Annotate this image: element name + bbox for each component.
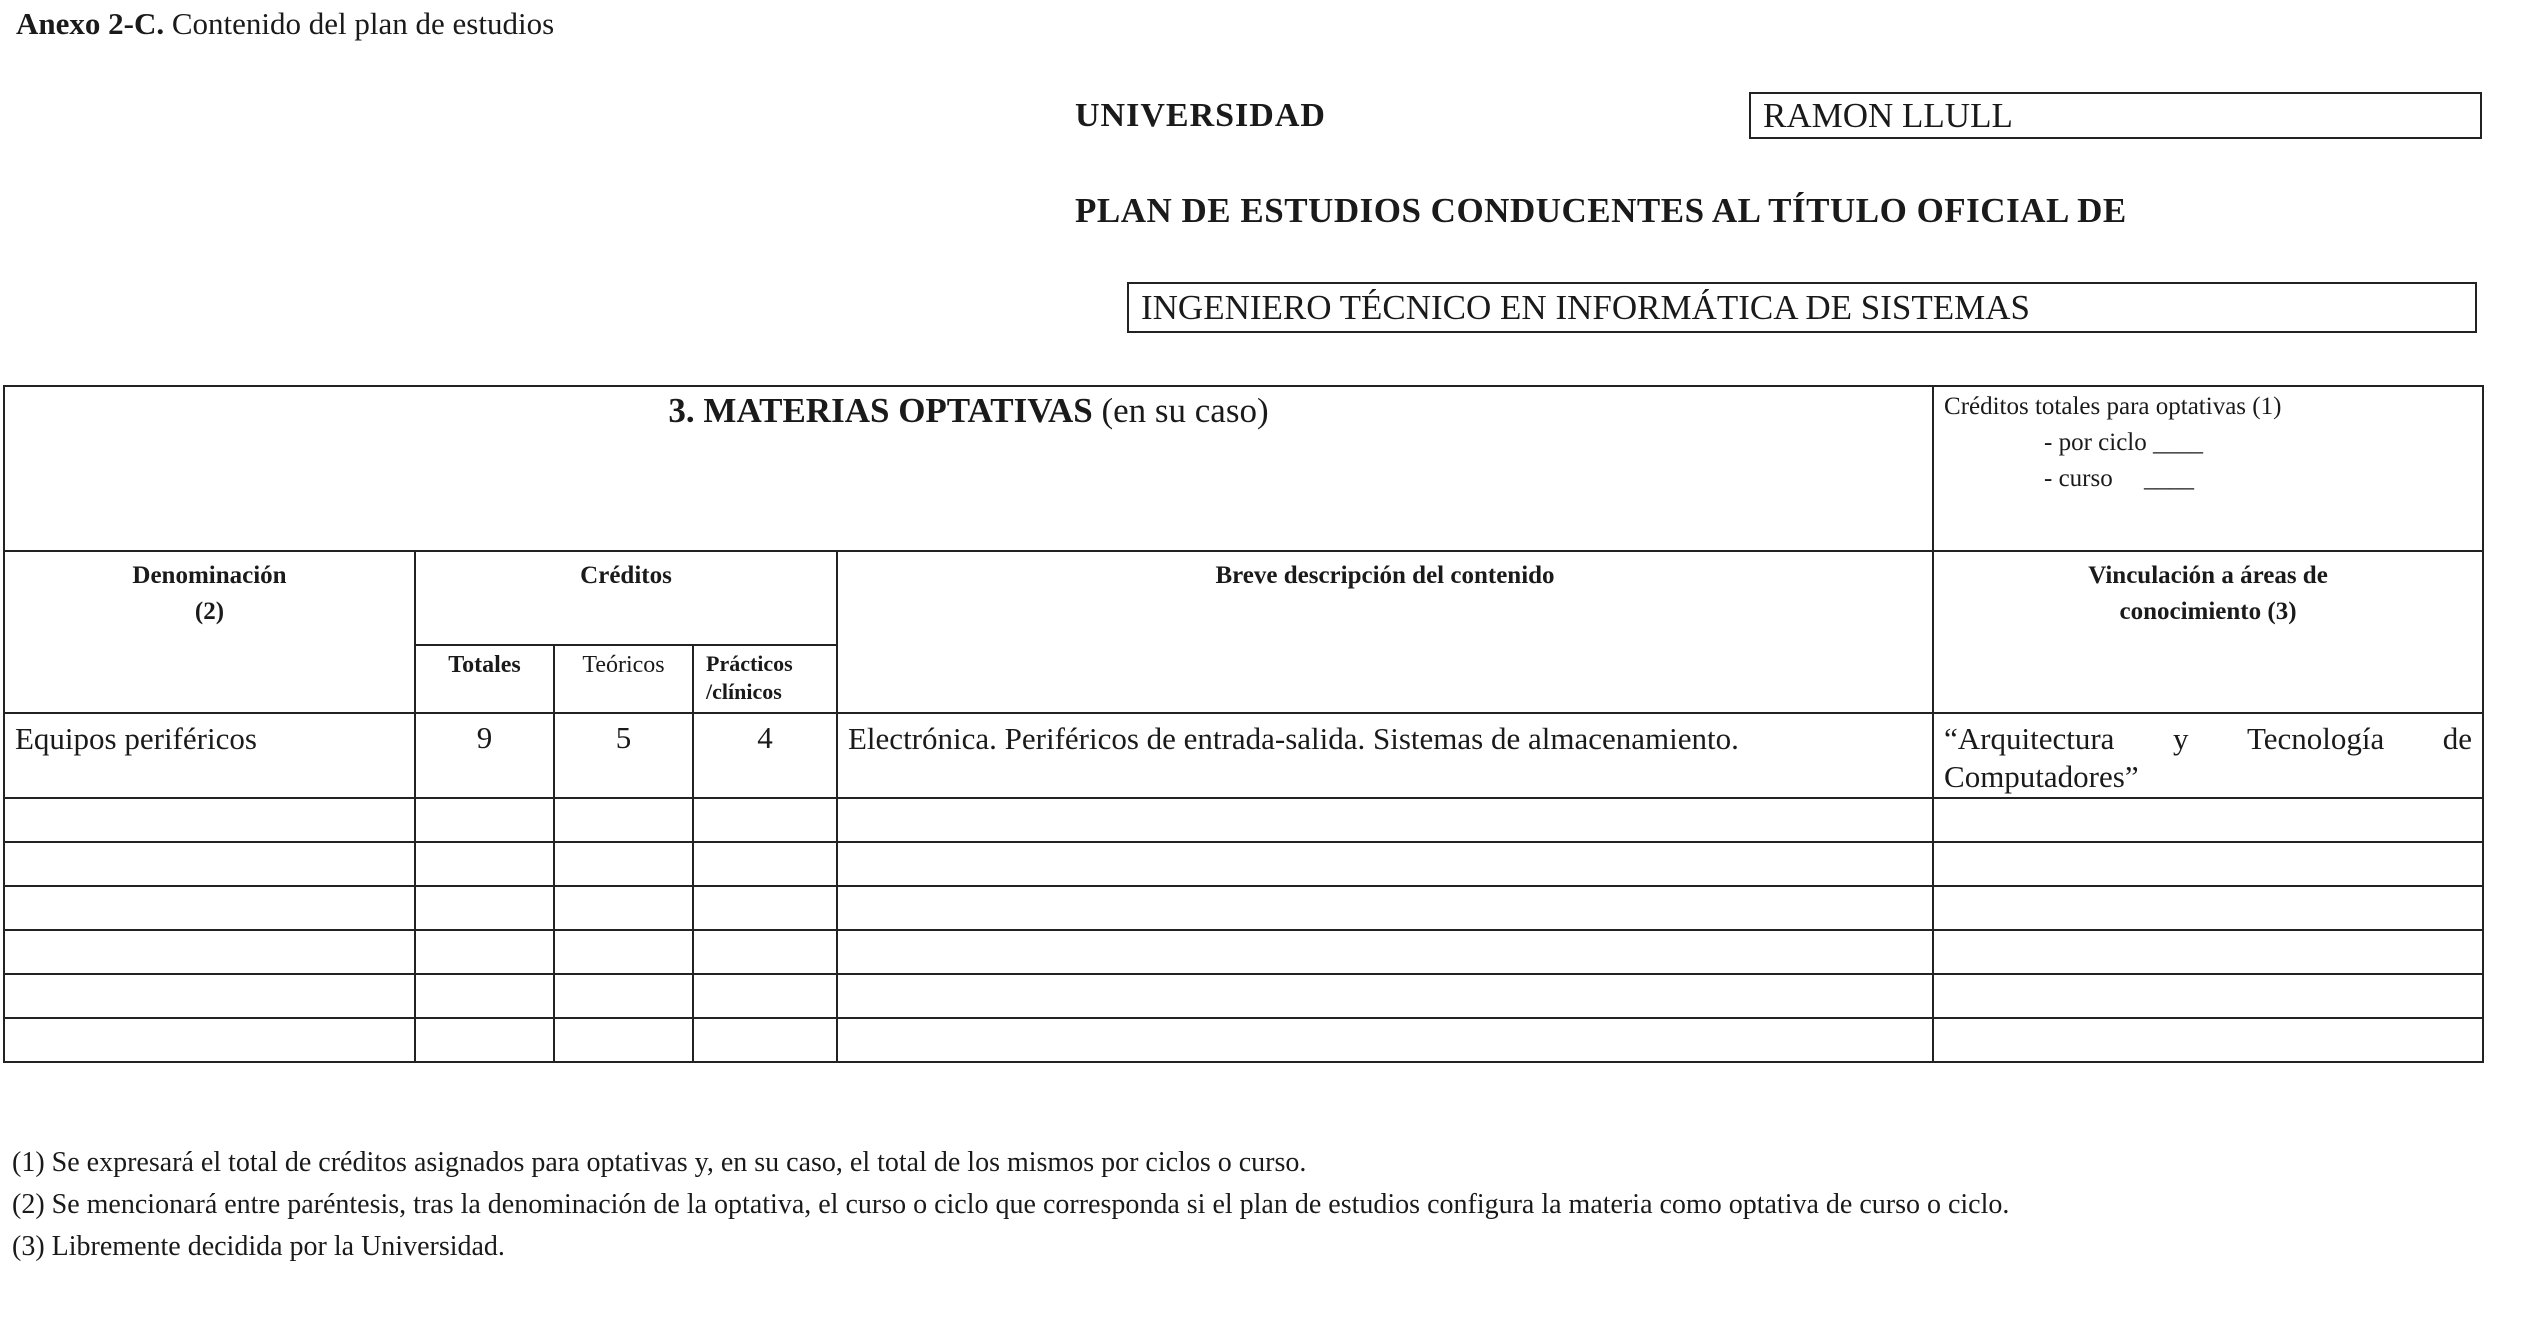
row-area-word: de [2442, 721, 2472, 757]
col-denominacion-label: Denominación [132, 562, 287, 590]
empty-row [4, 1018, 2483, 1062]
col-creditos: Créditos [415, 551, 837, 645]
university-field: RAMON LLULL [1749, 92, 2482, 139]
per-cycle-line: - por ciclo ____ [2044, 429, 2203, 456]
col-vinculacion-line2: conocimiento (3) [2119, 598, 2297, 626]
row-descripcion: Electrónica. Periféricos de entrada-salida. Sistemas de almacenamiento. [837, 713, 1933, 797]
col-vinculacion-line1: Vinculación a áreas de [2088, 562, 2328, 590]
col-denominacion [4, 551, 415, 713]
university-label: UNIVERSIDAD [1075, 97, 1326, 134]
row-denominacion: Equipos periféricos [4, 713, 415, 797]
total-credits-label: Créditos totales para optativas (1) [1944, 393, 2282, 420]
col-vinculacion [1933, 551, 2483, 713]
row-area-word: “Arquitectura [1944, 721, 2115, 757]
empty-row [4, 930, 2483, 974]
footnote-2: (2) Se mencionará entre paréntesis, tras la denominación de la optativa, el curso o ciclo que corresponda si el plan de estudios configura la materia como optativa de curso o ciclo. [12, 1189, 2010, 1220]
annex-description: Contenido del plan de estudios [164, 6, 555, 41]
footnote-3: (3) Libremente decidida por la Universidad. [12, 1231, 505, 1262]
col-totales: Totales [415, 645, 554, 713]
footnotes [12, 1142, 2482, 1268]
plan-label: PLAN DE ESTUDIOS CONDUCENTES AL TÍTULO OFICIAL DE [1075, 191, 2127, 230]
annex-heading [16, 6, 554, 42]
row-area-line2: Computadores” [1944, 759, 2139, 795]
annex-label: Anexo 2-C. [16, 6, 165, 41]
degree-title-field: INGENIERO TÉCNICO EN INFORMÁTICA DE SISTEMAS [1127, 282, 2477, 333]
row-area-word: y [2172, 721, 2189, 757]
column-header-row [4, 551, 2483, 645]
row-teoricos: 5 [554, 713, 693, 797]
col-practicos-line1: Prácticos [706, 651, 793, 677]
section-title-bold: 3. MATERIAS OPTATIVAS [668, 391, 1093, 430]
section-title [4, 386, 1933, 551]
empty-row [4, 798, 2483, 842]
col-practicos-line2: /clínicos [706, 679, 782, 705]
per-course-line: - curso ____ [2044, 465, 2194, 492]
row-practicos: 4 [693, 713, 837, 797]
row-area [1933, 713, 2483, 797]
empty-row [4, 886, 2483, 930]
col-practicos [693, 645, 837, 713]
row-area-word: Tecnología [2246, 721, 2385, 757]
col-descripcion: Breve descripción del contenido [837, 551, 1933, 713]
row-totales: 9 [415, 713, 554, 797]
col-denominacion-note: (2) [194, 598, 225, 626]
empty-row [4, 842, 2483, 886]
row-area-line1 [1944, 720, 2472, 758]
total-credits-box [1933, 386, 2483, 551]
empty-row [4, 974, 2483, 1018]
col-teoricos: Teóricos [554, 645, 693, 713]
table-row [4, 713, 2483, 797]
section-header-row [4, 386, 2483, 551]
section-title-note: (en su caso) [1092, 391, 1269, 430]
optional-subjects-table [3, 385, 2484, 1063]
footnote-1: (1) Se expresará el total de créditos asignados para optativas y, en su caso, el total de los mismos por ciclos o curso. [12, 1147, 1307, 1178]
